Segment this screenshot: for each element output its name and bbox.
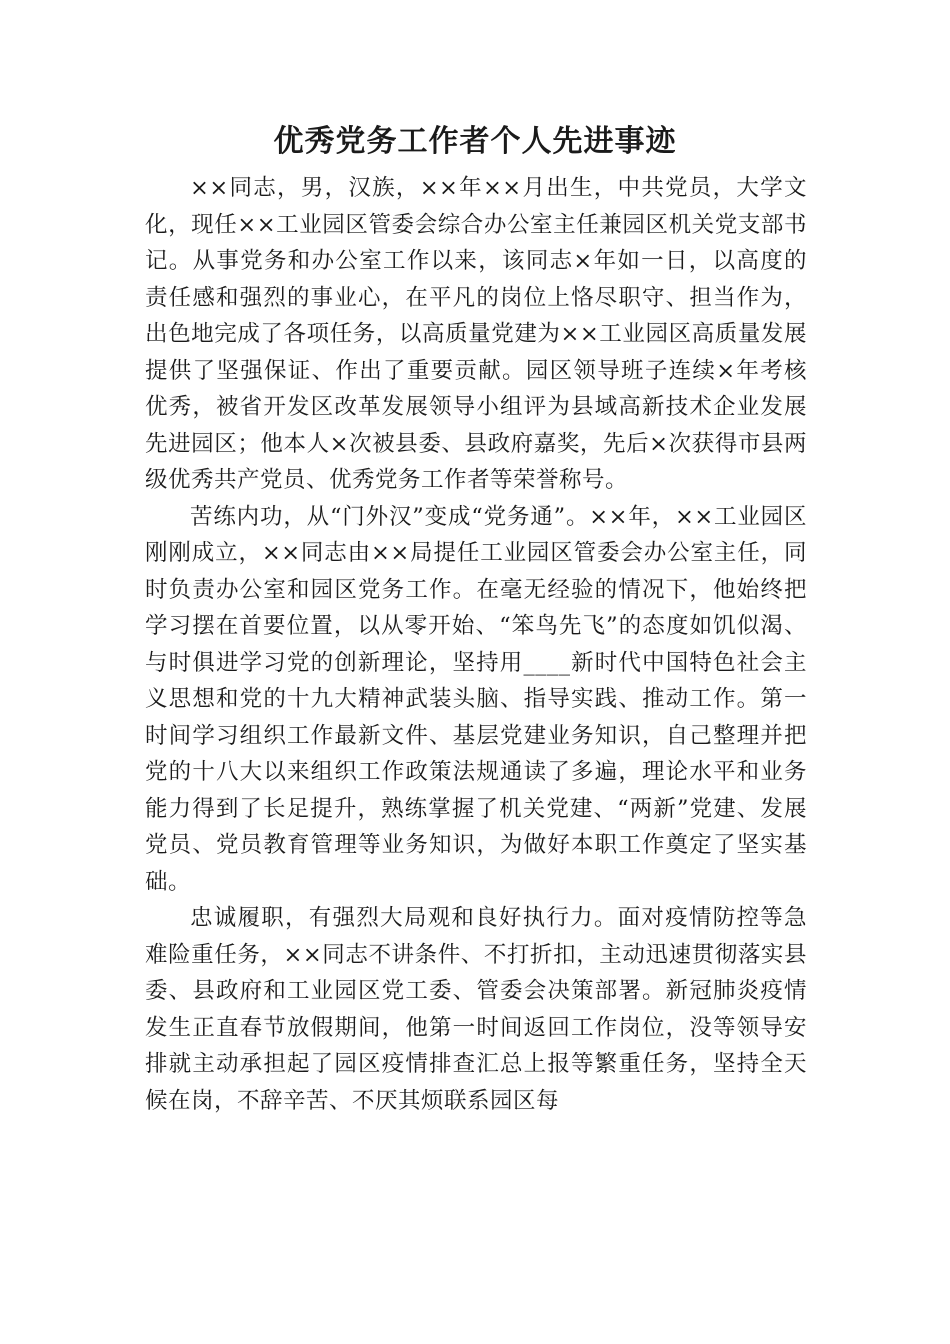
paragraph-duty: 忠诚履职，有强烈大局观和良好执行力。面对疫情防控等急难险重任务，××同志不讲条件、不打折扣，主动迅速贯彻落实县委、县政府和工业园区党工委、管委会决策部署。新冠肺炎疫情发生正直春节放假期间，他第一时间返回工作岗位，没等领导安排就主动承担起了园区疫情排查汇总上报等繁重任务，坚持全天候在岗，不辞辛苦、不厌其烦联系园区每 [145,905,807,1114]
document-title: 优秀党务工作者个人先进事迹 [273,124,677,159]
document-body [145,170,807,1119]
paragraph-intro: ××同志，男，汉族，××年××月出生，中共党员，大学文化，现任××工业园区管委会综合办公室主任兼园区机关党支部书记。从事党务和办公室工作以来，该同志×年如一日，以高度的责任感和强烈的事业心，在平凡的岗位上恪尽职守、担当作为，出色地完成了各项任务，以高质量党建为××工业园区高质量发展提供了坚强保证、作出了重要贡献。园区领导班子连续×年考核优秀，被省开发区改革发展领导小组评为县域高新技术企业发展先进园区；他本人×次被县委、县政府嘉奖，先后×次获得市县两级优秀共产党员、优秀党务工作者等荣誉称号。 [145,175,807,493]
paragraph-study: 苦练内功，从“门外汉”变成“党务通”。××年，××工业园区刚刚成立，××同志由××局提任工业园区管委会办公室主任，同时负责办公室和园区党务工作。在毫无经验的情况下，他始终把学习摆在首要位置，以从零开始、“笨鸟先飞”的态度如饥似渴、与时俱进学习党的创新理论，坚持用____新时代中国特色社会主义思想和党的十九大精神武装头脑、指导实践、推动工作。第一时间学习组织工作最新文件、基层党建业务知识，自己整理并把党的十八大以来组织工作政策法规通读了多遍，理论水平和业务能力得到了长足提升，熟练掌握了机关党建、“两新”党建、发展党员、党员教育管理等业务知识，为做好本职工作奠定了坚实基础。 [145,503,807,895]
